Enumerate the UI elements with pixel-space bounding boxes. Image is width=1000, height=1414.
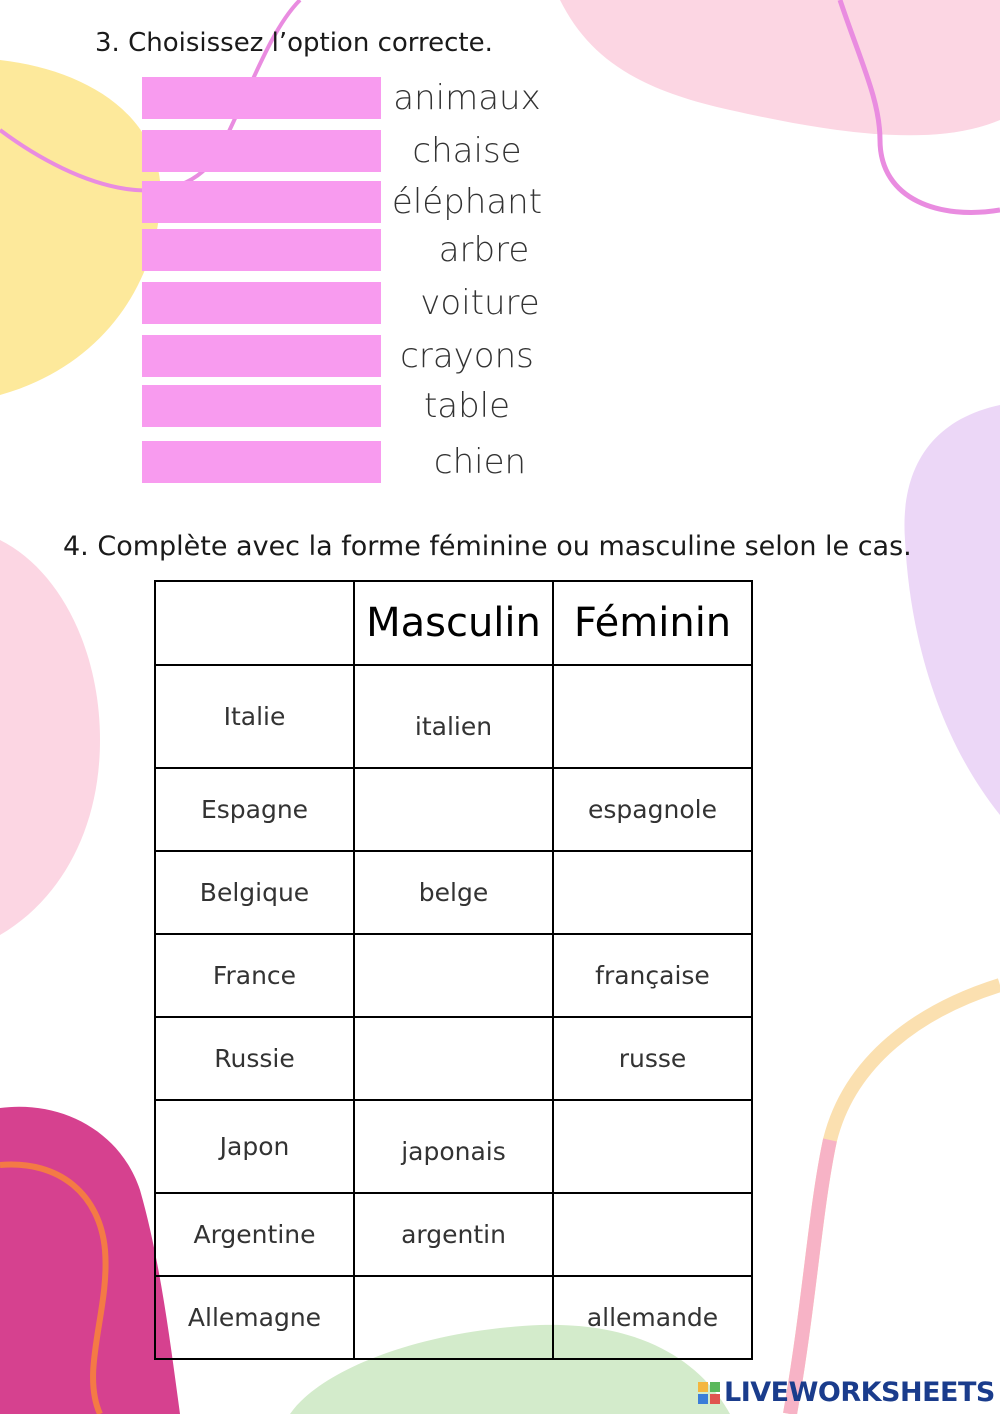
feminin-input[interactable] xyxy=(554,665,755,768)
country-cell: Allemagne xyxy=(155,1276,354,1359)
answer-drop-box[interactable] xyxy=(142,335,381,377)
masculin-input[interactable] xyxy=(355,1276,556,1359)
option-word: voiture xyxy=(420,283,540,323)
table-row xyxy=(155,934,752,1017)
feminin-input-cell[interactable] xyxy=(553,1100,752,1193)
header-masculin: Masculin xyxy=(354,581,553,665)
question-4-title: 4. Complète avec la forme féminine ou masculine selon le cas. xyxy=(63,531,912,562)
country-cell: Belgique xyxy=(155,851,354,934)
option-row xyxy=(142,282,562,324)
option-word: chien xyxy=(433,442,527,482)
country-cell: Espagne xyxy=(155,768,354,851)
masculin-input-cell[interactable] xyxy=(354,934,553,1017)
masculin-input-cell[interactable] xyxy=(354,1017,553,1100)
table-row xyxy=(155,1193,752,1276)
answer-drop-box[interactable] xyxy=(142,181,381,223)
masculin-cell: italien xyxy=(354,665,553,768)
answer-drop-box[interactable] xyxy=(142,130,381,172)
country-cell: Argentine xyxy=(155,1193,354,1276)
feminin-input[interactable] xyxy=(554,851,755,934)
table-row xyxy=(155,665,752,768)
country-cell: France xyxy=(155,934,354,1017)
table-row xyxy=(155,1017,752,1100)
option-row xyxy=(142,130,562,172)
feminin-input-cell[interactable] xyxy=(553,665,752,768)
feminin-input[interactable] xyxy=(554,1100,755,1193)
masculin-input[interactable] xyxy=(355,1017,556,1100)
table-header-row xyxy=(155,581,752,665)
answer-drop-box[interactable] xyxy=(142,77,381,119)
feminin-input-cell[interactable] xyxy=(553,851,752,934)
option-row xyxy=(142,441,562,483)
table-row xyxy=(155,851,752,934)
feminin-cell: russe xyxy=(553,1017,752,1100)
answer-drop-box[interactable] xyxy=(142,385,381,427)
feminin-input-cell[interactable] xyxy=(553,1193,752,1276)
nationality-table xyxy=(154,580,753,1360)
masculin-cell: argentin xyxy=(354,1193,553,1276)
answer-drop-box[interactable] xyxy=(142,441,381,483)
answer-drop-box[interactable] xyxy=(142,282,381,324)
country-cell: Italie xyxy=(155,665,354,768)
option-row xyxy=(142,181,562,223)
option-row xyxy=(142,77,562,119)
masculin-input-cell[interactable] xyxy=(354,1276,553,1359)
answer-drop-box[interactable] xyxy=(142,229,381,271)
feminin-input[interactable] xyxy=(554,1193,755,1276)
feminin-cell: espagnole xyxy=(553,768,752,851)
country-cell: Russie xyxy=(155,1017,354,1100)
header-empty-cell xyxy=(155,581,354,665)
header-feminin: Féminin xyxy=(553,581,752,665)
table-row xyxy=(155,1100,752,1193)
option-word: table xyxy=(423,386,511,426)
feminin-cell: allemande xyxy=(553,1276,752,1359)
masculin-cell: japonais xyxy=(354,1100,553,1193)
table-row xyxy=(155,768,752,851)
option-word: chaise xyxy=(412,131,522,171)
liveworksheets-logo-icon xyxy=(698,1382,720,1404)
table-row xyxy=(155,1276,752,1359)
feminin-cell: française xyxy=(553,934,752,1017)
country-cell: Japon xyxy=(155,1100,354,1193)
liveworksheets-brand: LIVEWORKSHEETS xyxy=(724,1377,995,1408)
option-word: animaux xyxy=(393,78,541,118)
option-word: éléphant xyxy=(391,182,543,222)
masculin-input[interactable] xyxy=(355,934,556,1017)
masculin-cell: belge xyxy=(354,851,553,934)
option-row xyxy=(142,335,562,377)
masculin-input[interactable] xyxy=(355,768,556,851)
question-3-title: 3. Choisissez l’option correcte. xyxy=(95,28,493,58)
option-row xyxy=(142,229,562,271)
masculin-input-cell[interactable] xyxy=(354,768,553,851)
option-row xyxy=(142,385,562,427)
option-word: crayons xyxy=(400,336,534,376)
option-word: arbre xyxy=(438,230,530,270)
